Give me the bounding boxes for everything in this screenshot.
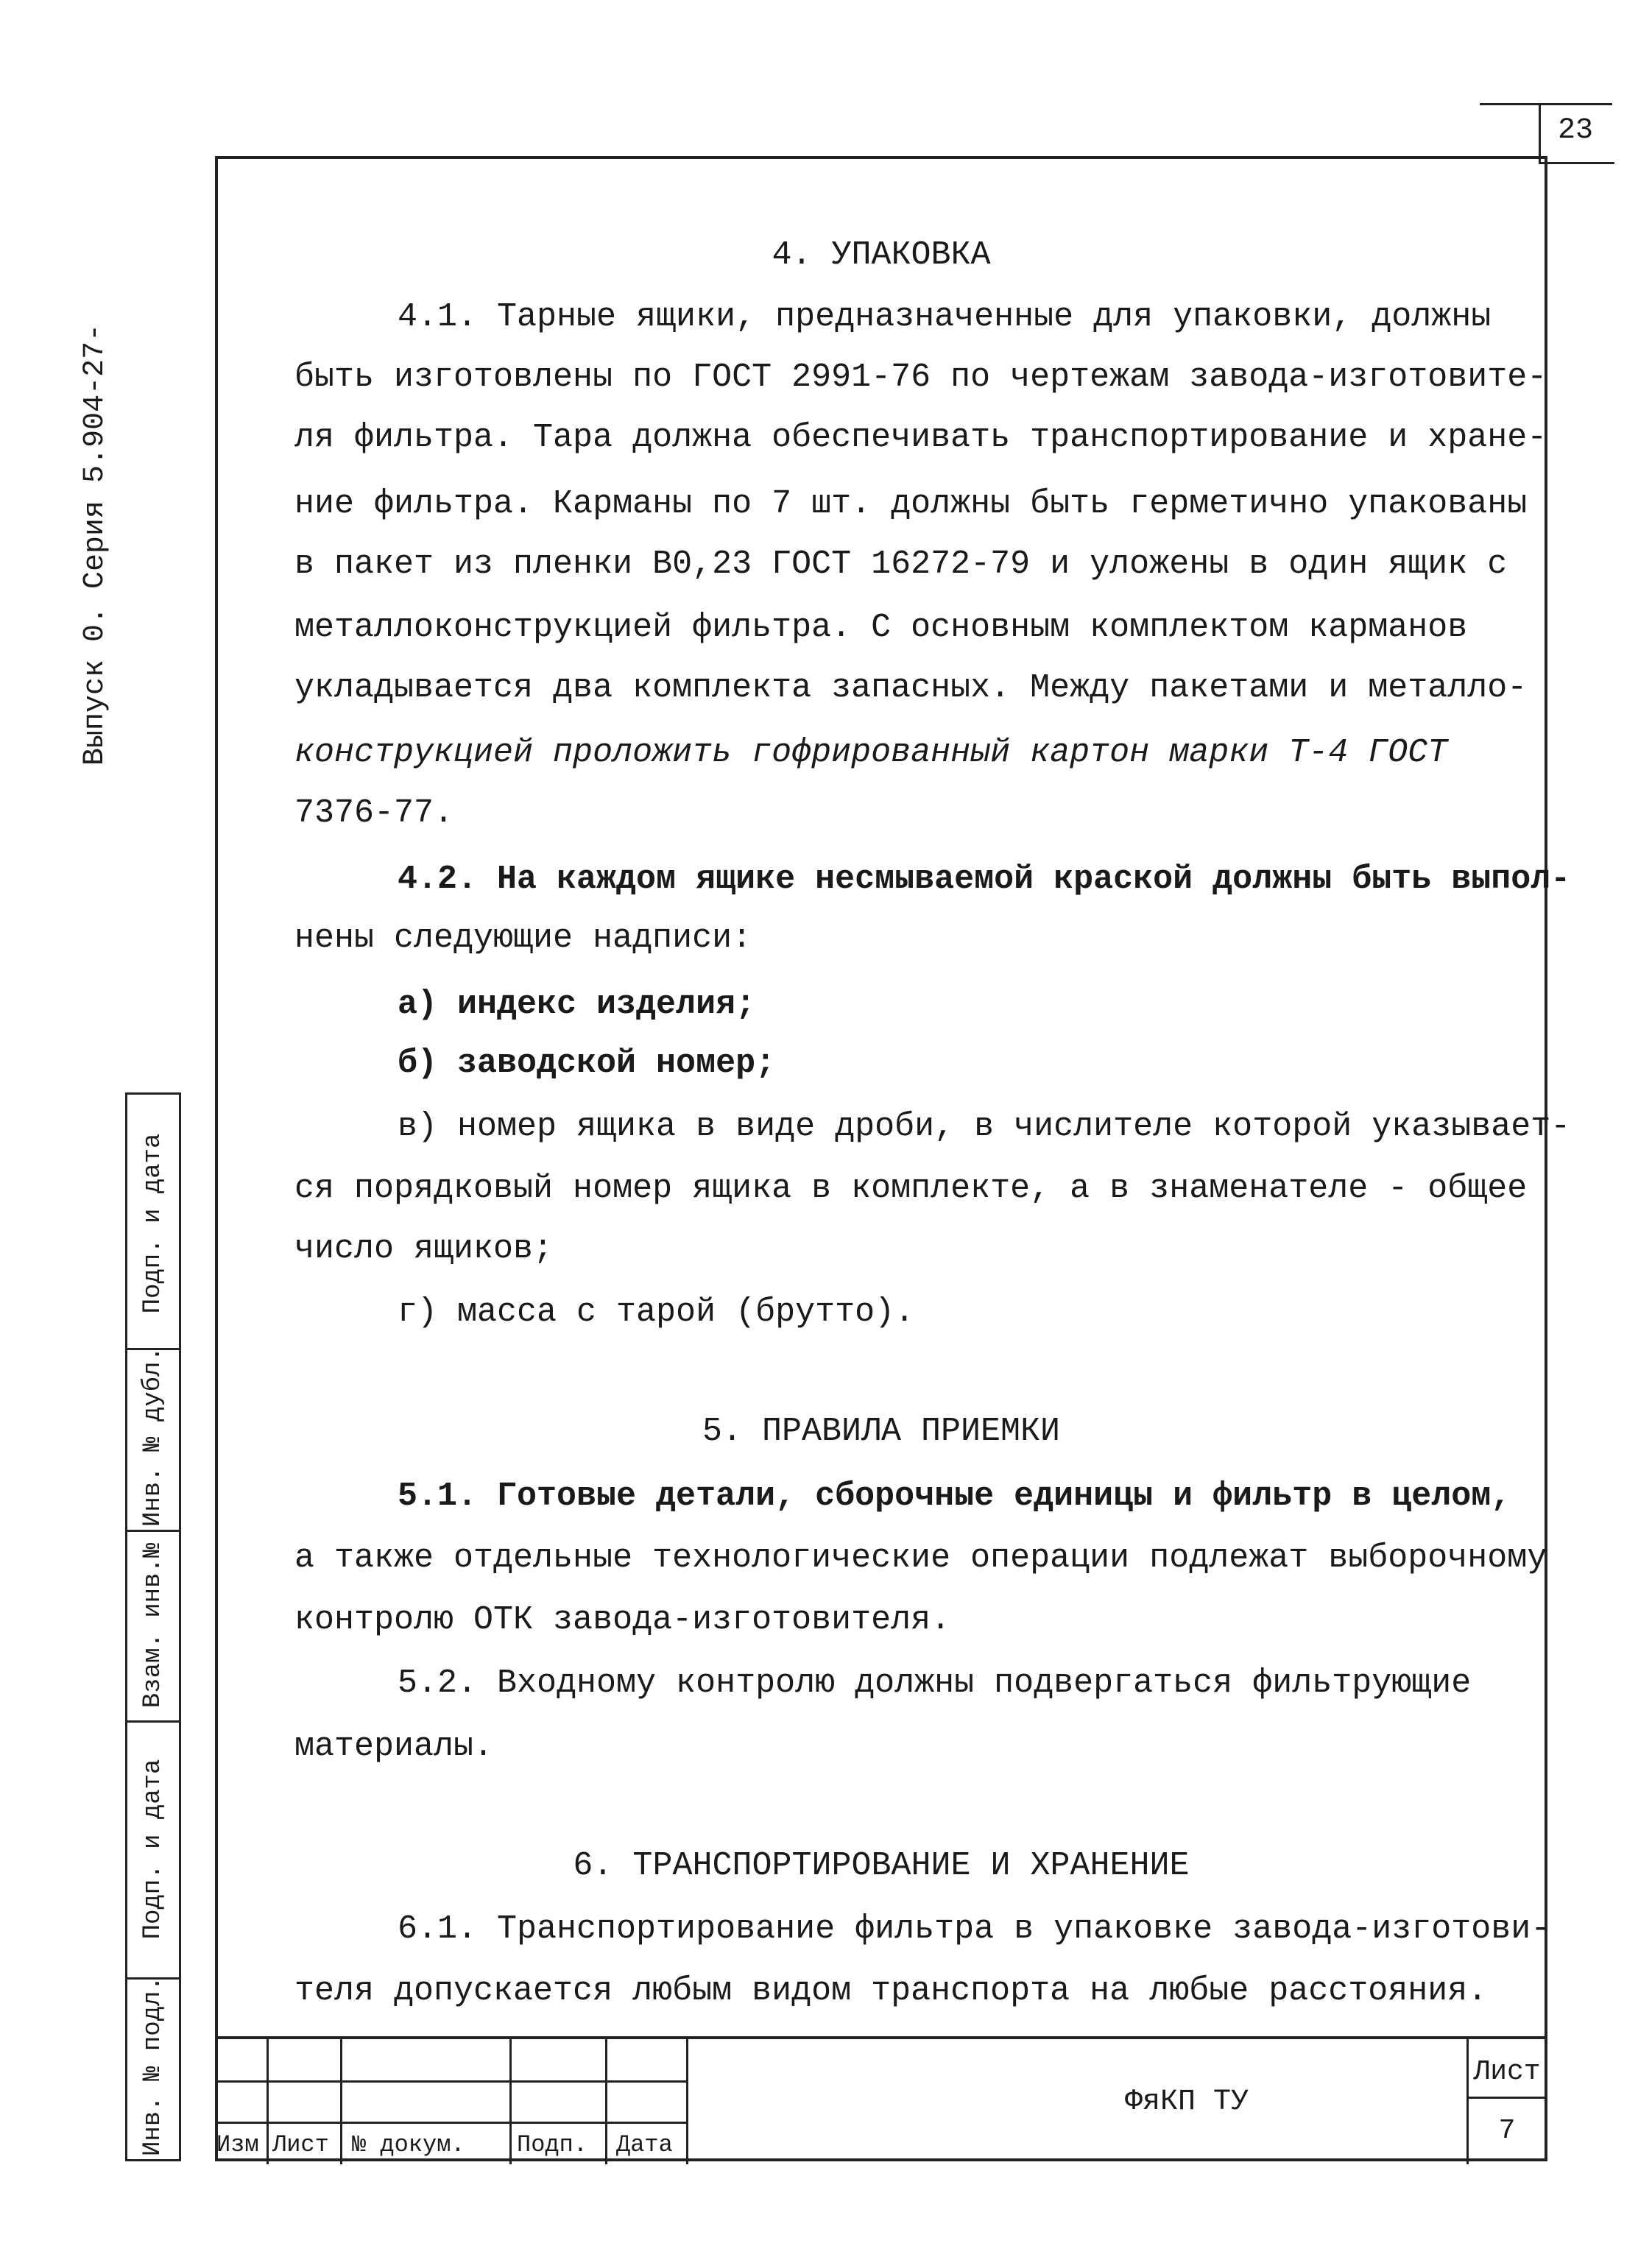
text-line: теля допускается любым видом транспорта на любые расстояния. [294, 1972, 1488, 2010]
list-item: в) номер ящика в виде дроби, в числителе которой указывает- [398, 1108, 1571, 1145]
stamp-label: Подп. и дата [139, 1759, 167, 1940]
col-label-date: Дата [616, 2131, 673, 2158]
series-label: Выпуск 0. Серия 5.904-27- [79, 323, 112, 766]
text-line: контролю ОТК завода-изготовителя. [294, 1601, 951, 1639]
col-label-doc-number: № докум. [352, 2131, 465, 2158]
text-line: ля фильтра. Тара должна обеспечивать транспортирование и хране- [294, 419, 1547, 456]
stamp-cell-sign-date-1 [125, 1092, 181, 1350]
side-stamp-column [125, 1092, 215, 2161]
title-block-rule [1466, 2097, 1547, 2099]
stamp-label: Подп. и дата [139, 1133, 167, 1314]
page-number: 23 [1557, 114, 1593, 147]
stamp-cell-replace-inv [125, 1530, 181, 1723]
stamp-label: Взам. инв.№ [139, 1542, 167, 1709]
title-block-divider [509, 2039, 512, 2164]
text-line: 4.1. Тарные ящики, предназначенные для упаковки, должны [398, 298, 1492, 336]
text-line: быть изготовлены по ГОСТ 2991-76 по чертежам завода-изготовите- [294, 359, 1547, 396]
stamp-label: Инв. № дубл. [139, 1346, 167, 1527]
document-code: ФяКП ТУ [1124, 2086, 1249, 2119]
stamp-cell-sign-date-2 [125, 1720, 181, 1980]
list-item: г) масса с тарой (брутто). [398, 1293, 915, 1331]
list-item: а) индекс изделия; [398, 986, 756, 1023]
text-line: ние фильтра. Карманы по 7 шт. должны быть герметично упакованы [294, 485, 1528, 523]
text-line: укладывается два комплекта запасных. Между пакетами и металло- [294, 669, 1528, 707]
text-line: 5.2. Входному контролю должны подвергаться фильтрующие [398, 1664, 1472, 1702]
title-block-divider [340, 2039, 342, 2164]
col-label-signature: Подп. [517, 2131, 588, 2158]
text-line: ся порядковый номер ящика в комплекте, а в знаменателе - общее [294, 1170, 1528, 1207]
title-block-divider [605, 2039, 607, 2164]
section-heading-packaging: 4. УПАКОВКА [772, 236, 991, 274]
title-block-divider [686, 2039, 688, 2164]
text-line: 5.1. Готовые детали, сборочные единицы и фильтр в целом, [398, 1477, 1511, 1515]
text-line: 4.2. На каждом ящике несмываемой краской должны быть выпол- [398, 861, 1571, 898]
title-block-divider [266, 2039, 269, 2164]
title-block [215, 2036, 1547, 2164]
col-label-sheet: Лист [272, 2131, 329, 2158]
col-label-change: Изм [216, 2131, 259, 2158]
section-heading-acceptance: 5. ПРАВИЛА ПРИЕМКИ [702, 1413, 1061, 1450]
text-line: 6.1. Транспортирование фильтра в упаковке завода-изготови- [398, 1910, 1551, 1948]
section-heading-transport: 6. ТРАНСПОРТИРОВАНИЕ И ХРАНЕНИЕ [573, 1847, 1190, 1885]
stamp-cell-orig-inv [125, 1977, 181, 2161]
text-line: в пакет из пленки В0,23 ГОСТ 16272-79 и уложены в один ящик с [294, 545, 1508, 583]
sheet-number: 7 [1498, 2115, 1516, 2147]
stamp-label: Инв. № подл. [139, 1976, 167, 2156]
title-block-rule [215, 2122, 686, 2124]
text-line: а также отдельные технологические операции подлежат выборочному [294, 1539, 1547, 1577]
text-line: материалы. [294, 1728, 494, 1765]
text-line: конструкцией проложить гофрированный картон марки Т-4 ГОСТ [294, 734, 1448, 771]
text-line: число ящиков; [294, 1230, 554, 1268]
text-line: 7376-77. [294, 794, 454, 832]
list-item: б) заводской номер; [398, 1045, 776, 1082]
stamp-cell-dupl-inv [125, 1348, 181, 1532]
sheet-label: Лист [1473, 2056, 1541, 2088]
title-block-rule [215, 2080, 686, 2083]
text-line: металлоконструкцией фильтра. С основным комплектом карманов [294, 609, 1468, 646]
text-line: нены следующие надписи: [294, 919, 752, 957]
